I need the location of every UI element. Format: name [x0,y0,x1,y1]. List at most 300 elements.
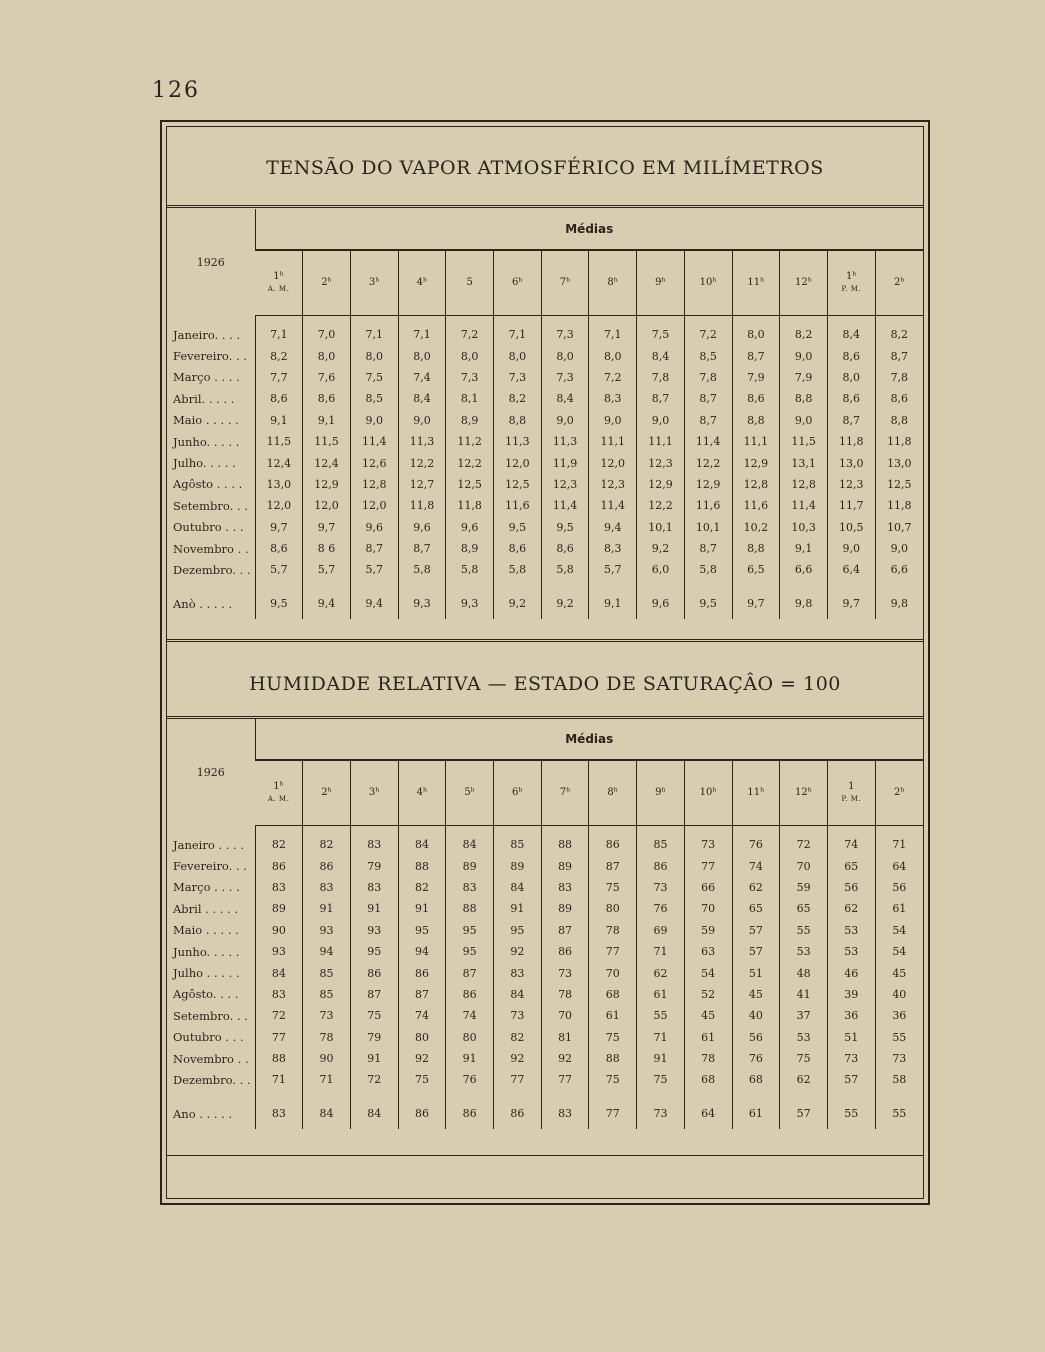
table-cell: 71 [875,834,923,855]
table-cell: 73 [827,1048,875,1069]
table-cell: 91 [350,1048,398,1069]
table-cell: 9,1 [589,589,637,619]
table-cell: 61 [589,1005,637,1026]
spacer-cell [167,826,255,835]
table-cell: 9,0 [398,410,446,431]
table-cell: 53 [780,1027,828,1048]
table-row [167,474,923,495]
table-cell: 11,6 [732,495,780,516]
vapor-hour-label: 5 [466,277,473,288]
row-label: Maio . . . . . [173,413,239,428]
table-cell: 11,4 [350,431,398,452]
table-cell: 8,7 [684,410,732,431]
table-cell: 10,1 [637,517,685,538]
humidity-hour-header [875,760,923,826]
table-cell: 62 [637,962,685,983]
humidity-hour-header [780,760,828,826]
spacer-cell [398,1091,446,1099]
table-cell: 90 [303,1048,351,1069]
table-cell: 11,6 [684,495,732,516]
table-cell: 68 [589,984,637,1005]
table-cell: 88 [541,834,589,855]
table-row [167,324,923,345]
table-cell: 12,0 [494,452,542,473]
table-cell: 87 [541,920,589,941]
table-cell: 7,1 [255,324,303,345]
table-cell: 83 [541,877,589,898]
spacer-cell [780,316,828,325]
humidity-hour-label: 7ʰ [559,787,571,798]
table-cell: 8,7 [350,538,398,559]
table-cell: 5,7 [589,559,637,580]
table-cell: 62 [780,1069,828,1090]
table-cell: 7,6 [303,367,351,388]
spacer-cell [732,581,780,589]
table-cell: 12,3 [637,452,685,473]
table-cell: 8,0 [827,367,875,388]
table-cell: 55 [875,1099,923,1129]
vapor-hour-header [589,250,637,316]
vapor-hour-header [494,250,542,316]
table-cell: 83 [350,834,398,855]
table-cell: 86 [541,941,589,962]
table-cell: 70 [780,855,828,876]
spacer-cell [732,1091,780,1099]
table-cell: 80 [589,898,637,919]
table-cell: 94 [398,941,446,962]
table-cell: 57 [780,1099,828,1129]
vapor-hour-period: P. M. [841,285,862,293]
table-cell: 12,5 [494,474,542,495]
vapor-hour-header [398,250,446,316]
row-label: Julho. . . . . [173,456,236,471]
spacer-cell [780,826,828,835]
vapor-hour-label: 11ʰ [747,277,765,288]
table-cell: 73 [637,877,685,898]
table-cell: 12,9 [684,474,732,495]
table-cell: 74 [732,855,780,876]
table-cell: 84 [494,984,542,1005]
row-label: Outubro . . . [173,520,244,535]
table-cell: 8,5 [350,388,398,409]
row-label: Dezembro. . . [173,562,251,577]
table-cell: 8,9 [446,410,494,431]
spacer-cell [589,1091,637,1099]
table-cell: 75 [398,1069,446,1090]
vapor-hour-label: 4ʰ [416,277,428,288]
row-label: Janeiro . . . . [173,837,245,852]
table-cell: 75 [350,1005,398,1026]
spacer-cell [637,581,685,589]
vapor-hour-label: 1ʰ [845,271,857,282]
table-cell: 71 [637,941,685,962]
table-cell: 77 [494,1069,542,1090]
table-cell: 9,0 [589,410,637,431]
table-cell: 56 [732,1027,780,1048]
table-cell: 12,0 [303,495,351,516]
table-cell: 8,6 [303,388,351,409]
table-row [167,941,923,962]
spacer-cell [446,826,494,835]
table-cell: 86 [494,1099,542,1129]
spacer-cell [255,581,303,589]
table-cell: 73 [684,834,732,855]
row-label: Março . . . . [173,880,240,895]
table-cell: 92 [494,941,542,962]
table-cell: 12,4 [303,452,351,473]
table-cell: 11,5 [303,431,351,452]
table-cell: 77 [255,1027,303,1048]
table-cell: 88 [255,1048,303,1069]
table-cell: 82 [303,834,351,855]
humidity-hour-label: 6ʰ [512,787,523,798]
table-cell: 7,3 [494,367,542,388]
table-cell: 8,4 [637,345,685,366]
vapor-hour-label: 1ʰ [273,271,284,282]
humidity-hour-label: 2ʰ [321,787,332,798]
spacer-cell [684,1091,732,1099]
spacer-cell [875,826,923,835]
table-cell: 7,5 [637,324,685,345]
table-cell: 9,3 [398,589,446,619]
table-cell: 45 [875,962,923,983]
table-cell: 11,3 [541,431,589,452]
table-cell: 77 [589,1099,637,1129]
humidity-bottom-rule [167,1155,923,1156]
table-cell: 58 [875,1069,923,1090]
table-cell: 86 [589,834,637,855]
table-cell: 87 [350,984,398,1005]
humidity-hour-label: 1ʰ [273,781,284,792]
table-cell: 71 [255,1069,303,1090]
table-row [167,855,923,876]
table-cell: 36 [875,1005,923,1026]
spacer-row [167,1091,923,1099]
row-label: Outubro . . . [173,1030,244,1045]
table-cell: 45 [684,1005,732,1026]
vapor-hour-header [255,250,303,316]
table-cell: 9,0 [350,410,398,431]
humidity-hour-header [589,760,637,826]
table-cell: 9,3 [446,589,494,619]
table-cell: 75 [589,1027,637,1048]
table-cell: 79 [350,1027,398,1048]
table-cell: 10,3 [780,517,828,538]
table-cell: 46 [827,962,875,983]
vapor-hour-label: 7ʰ [559,277,571,288]
table-cell: 93 [303,920,351,941]
table-cell: 57 [732,941,780,962]
spacer-cell [684,581,732,589]
table-cell: 11,4 [589,495,637,516]
spacer-cell [350,826,398,835]
table-cell: 8,4 [827,324,875,345]
table-cell: 74 [827,834,875,855]
table-row [167,345,923,366]
table-cell: 54 [875,941,923,962]
spacer-cell [398,316,446,325]
table-cell: 82 [494,1027,542,1048]
table-cell: 86 [446,984,494,1005]
table-row [167,898,923,919]
table-cell: 51 [827,1027,875,1048]
table-cell: 12,8 [732,474,780,495]
table-cell: 8,8 [732,410,780,431]
humidity-table-body [167,826,923,1129]
humidity-hour-label: 12ʰ [795,787,813,798]
humidity-hour-label: 11ʰ [747,787,765,798]
table-cell: 95 [446,941,494,962]
humidity-hour-label: 3ʰ [368,787,380,798]
spacer-cell [303,316,351,325]
spacer-cell [875,581,923,589]
table-row [167,559,923,580]
table-cell: 84 [494,877,542,898]
table-cell: 8,4 [541,388,589,409]
humidity-hour-header [541,760,589,826]
table-cell: 9,0 [541,410,589,431]
table-cell: 95 [446,920,494,941]
row-label: Novembro . . [173,541,249,556]
table-cell: 78 [541,984,589,1005]
spacer-cell [398,826,446,835]
table-cell: 13,1 [780,452,828,473]
row-label: Agôsto . . . . [173,477,243,492]
table-cell: 9,8 [875,589,923,619]
table-cell: 8,2 [780,324,828,345]
table-cell: 54 [875,920,923,941]
table-cell: 11,1 [637,431,685,452]
table-cell: 70 [589,962,637,983]
table-cell: 7,0 [303,324,351,345]
table-cell: 83 [303,877,351,898]
table-cell: 9,1 [780,538,828,559]
table-cell: 12,2 [684,452,732,473]
table-cell: 8,0 [398,345,446,366]
humidity-hour-label: 2ʰ [893,787,905,798]
table-cell: 9,7 [255,517,303,538]
table-cell: 7,8 [875,367,923,388]
table-cell: 84 [303,1099,351,1129]
table-cell: 61 [875,898,923,919]
table-cell: 8,2 [494,388,542,409]
spacer-cell [541,1091,589,1099]
table-cell: 6,0 [637,559,685,580]
table-row [167,1099,923,1129]
table-cell: 83 [255,877,303,898]
spacer-cell [637,826,685,835]
table-cell: 7,1 [589,324,637,345]
table-cell: 9,1 [255,410,303,431]
table-cell: 57 [732,920,780,941]
spacer-cell [589,826,637,835]
spacer-cell [541,826,589,835]
table-cell: 7,3 [541,324,589,345]
table-cell: 9,6 [350,517,398,538]
table-cell: 85 [637,834,685,855]
spacer-cell [255,826,303,835]
table-cell: 11,6 [494,495,542,516]
table-cell: 75 [637,1069,685,1090]
table-cell: 75 [589,877,637,898]
table-cell: 7,3 [541,367,589,388]
table-cell: 36 [827,1005,875,1026]
table-row [167,431,923,452]
row-label: Julho . . . . . [173,966,240,981]
table-cell: 84 [255,962,303,983]
table-cell: 9,4 [303,589,351,619]
vapor-table-body [167,316,923,619]
table-cell: 8,6 [255,388,303,409]
table-cell: 56 [827,877,875,898]
vapor-hour-label: 10ʰ [699,277,717,288]
table-cell: 11,5 [255,431,303,452]
table-cell: 8,2 [255,345,303,366]
vapor-hour-label: 12ʰ [795,277,813,288]
row-label: Janeiro. . . . [173,327,241,342]
table-cell: 9,5 [255,589,303,619]
humidity-hour-header [398,760,446,826]
spacer-cell [446,581,494,589]
table-cell: 8,5 [684,345,732,366]
table-cell: 86 [303,855,351,876]
table-cell: 91 [446,1048,494,1069]
table-cell: 10,2 [732,517,780,538]
table-row [167,388,923,409]
row-label: Junho. . . . . [173,944,240,959]
row-label: Fevereiro. . . [173,859,247,874]
spacer-row [167,826,923,835]
humidity-hour-label: 5ʰ [464,787,476,798]
table-cell: 85 [494,834,542,855]
table-cell: 87 [589,855,637,876]
vapor-hour-header [780,250,828,316]
humidity-table-title: HUMIDADE RELATIVA — ESTADO DE SATURAÇÂO = 100 [249,673,841,695]
table-cell: 83 [350,877,398,898]
table-cell: 5,8 [398,559,446,580]
vapor-hour-header [303,250,351,316]
table-cell: 80 [398,1027,446,1048]
spacer-cell [398,581,446,589]
table-cell: 92 [541,1048,589,1069]
vapor-hour-header [732,250,780,316]
table-cell: 87 [398,984,446,1005]
table-cell: 95 [350,941,398,962]
table-cell: 8,3 [589,388,637,409]
table-cell: 59 [684,920,732,941]
table-cell: 73 [637,1099,685,1129]
table-cell: 75 [589,1069,637,1090]
table-cell: 8,0 [350,345,398,366]
spacer-cell [827,1091,875,1099]
vapor-hour-header [350,250,398,316]
table-cell: 9,4 [350,589,398,619]
table-cell: 81 [541,1027,589,1048]
spacer-cell [589,316,637,325]
humidity-hour-header [350,760,398,826]
table-cell: 73 [875,1048,923,1069]
spacer-cell [541,316,589,325]
table-cell: 86 [255,855,303,876]
spacer-cell [827,581,875,589]
table-cell: 11,4 [541,495,589,516]
table-cell: 8,0 [589,345,637,366]
table-cell: 73 [541,962,589,983]
table-cell: 12,9 [732,452,780,473]
table-row [167,495,923,516]
table-cell: 9,7 [827,589,875,619]
table-cell: 12,3 [541,474,589,495]
humidity-year-header: 1926 [196,765,225,779]
humidity-hour-label: 8ʰ [607,787,619,798]
table-cell: 64 [684,1099,732,1129]
table-cell: 37 [780,1005,828,1026]
tables-frame [160,120,930,1205]
table-cell: 8,7 [875,345,923,366]
table-cell: 8,6 [255,538,303,559]
row-label: Setembro. . . [173,498,248,513]
tables-frame-inner [166,126,924,1199]
table-cell: 65 [827,855,875,876]
table-row [167,1027,923,1048]
table-cell: 72 [255,1005,303,1026]
vapor-hour-label: 2ʰ [893,277,905,288]
humidity-hour-header [494,760,542,826]
row-label: Ano . . . . . [173,1106,233,1121]
table-cell: 8,0 [303,345,351,366]
table-cell: 78 [589,920,637,941]
table-row [167,538,923,559]
spacer-cell [494,1091,542,1099]
table-cell: 71 [303,1069,351,1090]
table-cell: 7,2 [684,324,732,345]
table-row [167,1069,923,1090]
table-cell: 9,7 [303,517,351,538]
table-row [167,452,923,473]
table-row [167,367,923,388]
spacer-cell [684,316,732,325]
table-cell: 86 [637,855,685,876]
table-cell: 8,0 [494,345,542,366]
humidity-hour-period: P. M. [841,795,862,803]
row-label: Agôsto. . . . [173,987,239,1002]
table-cell: 8 6 [303,538,351,559]
table-cell: 11,2 [446,431,494,452]
humidity-hour-label: 9ʰ [655,787,666,798]
table-cell: 68 [684,1069,732,1090]
table-cell: 88 [398,855,446,876]
table-cell: 6,6 [780,559,828,580]
row-label: Junho. . . . . [173,434,240,449]
spacer-row [167,581,923,589]
table-cell: 80 [446,1027,494,1048]
table-cell: 8,0 [446,345,494,366]
table-cell: 53 [827,920,875,941]
humidity-hour-period: A. M. [267,795,290,803]
table-cell: 8,6 [875,388,923,409]
table-cell: 91 [303,898,351,919]
table-row [167,589,923,619]
table-cell: 12,3 [827,474,875,495]
table-row [167,1048,923,1069]
table-cell: 91 [494,898,542,919]
spacer-cell [875,316,923,325]
table-cell: 65 [780,898,828,919]
vapor-table-title: TENSÃO DO VAPOR ATMOSFÉRICO EM MILÍMETROS [266,157,824,179]
table-cell: 55 [780,920,828,941]
table-cell: 72 [780,834,828,855]
spacer-cell [350,316,398,325]
